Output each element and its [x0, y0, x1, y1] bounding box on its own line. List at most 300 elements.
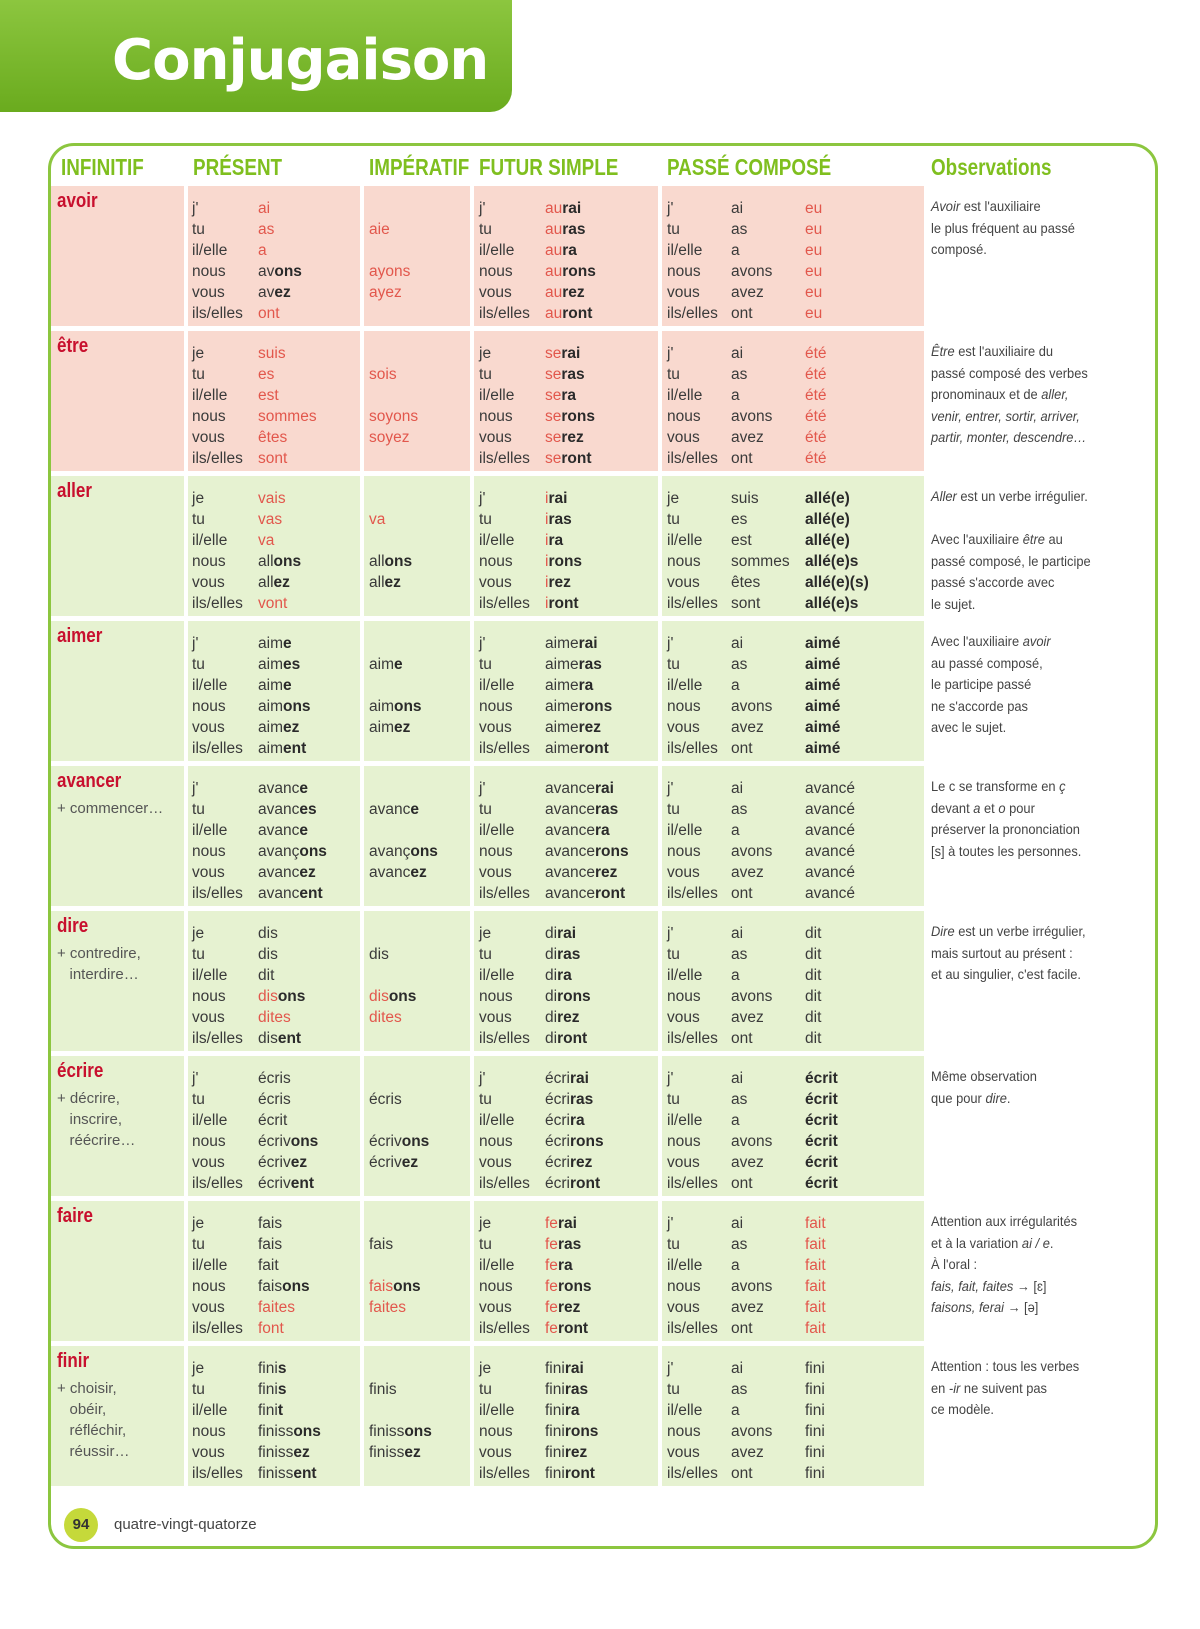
verb-form-part: écrit — [805, 1091, 838, 1108]
futur-form — [545, 530, 582, 551]
verb-form-part: ai — [258, 200, 271, 217]
verb-form-part: rai — [564, 1360, 584, 1377]
verb-form-part: e — [393, 656, 403, 673]
verb-form-part: avanc — [258, 885, 300, 902]
auxiliary: ont — [731, 1030, 753, 1047]
pronoun: j' — [667, 925, 674, 942]
pronoun: j' — [667, 1070, 674, 1087]
participle — [805, 1068, 838, 1089]
pronoun: j' — [667, 345, 674, 362]
pronoun: j' — [479, 780, 486, 797]
verb-form-part: aime — [545, 635, 579, 652]
pronoun: nous — [192, 698, 226, 715]
verb-form-part: été — [805, 366, 827, 383]
pronoun: je — [192, 1360, 205, 1377]
pronoun: il/elle — [192, 967, 228, 984]
participle — [805, 965, 821, 986]
present-forms — [258, 778, 327, 904]
pronoun: nous — [479, 553, 513, 570]
pronoun: il/elle — [192, 822, 228, 839]
infinitive: aimer — [57, 625, 103, 647]
pronoun: ils/elles — [667, 595, 718, 612]
verb-form-part: écriv — [258, 1175, 291, 1192]
pronoun: il/elle — [479, 1402, 515, 1419]
present-form — [258, 1028, 305, 1049]
present-form — [258, 944, 305, 965]
pronoun: vous — [192, 574, 225, 591]
verb-form-part: fe — [545, 1236, 558, 1253]
present-forms — [258, 198, 302, 324]
imperative-form — [369, 551, 412, 572]
imperative-forms — [369, 944, 416, 1028]
pronoun: nous — [192, 1278, 226, 1295]
imperative-form — [369, 1007, 416, 1028]
verb-form-part: rai — [548, 490, 568, 507]
futur-form — [545, 1007, 591, 1028]
observation-text: devant — [931, 799, 970, 816]
pronoun: il/elle — [667, 1257, 703, 1274]
imperative-form — [369, 944, 416, 965]
verb-form-part: all — [369, 553, 385, 570]
auxiliary: avons — [731, 1278, 773, 1295]
similar-verbs: + commencer… — [57, 800, 164, 817]
verb-form-part: se — [545, 366, 562, 383]
observation-text: et — [980, 799, 999, 816]
pronoun: ils/elles — [479, 1175, 530, 1192]
pronoun: tu — [667, 1381, 680, 1398]
pronoun: nous — [192, 263, 226, 280]
auxiliary: ont — [731, 450, 753, 467]
verb-form-part: dis — [258, 946, 278, 963]
verb-form-part: aim — [258, 698, 283, 715]
futur-pronouns — [479, 633, 530, 759]
passe-pronouns — [667, 633, 718, 759]
verb-form-part: ent — [290, 1175, 314, 1192]
verb-form-part: rai — [562, 200, 582, 217]
verb-form-part: di — [545, 946, 558, 963]
present-form — [258, 654, 311, 675]
pronoun: je — [192, 1215, 205, 1232]
pronoun: vous — [667, 719, 700, 736]
observation-text: Même observation que pour — [931, 1068, 1037, 1106]
verb-form-part: va — [369, 511, 386, 528]
pronoun: ils/elles — [192, 1175, 243, 1192]
verb-form-part: rai — [561, 345, 581, 362]
verb-row-6 — [51, 1056, 1155, 1196]
present-form — [258, 385, 317, 406]
present-form — [258, 303, 302, 324]
verb-form-part: avance — [545, 801, 595, 818]
observation-text: est un verbe irrégulier, mais surtout au présent : et au singulier, c'est facile. — [931, 923, 1086, 982]
present-form — [258, 986, 305, 1007]
verb-form-part: ras — [569, 1091, 594, 1108]
auxiliary: ont — [731, 740, 753, 757]
verb-row-0 — [51, 186, 1155, 326]
pronoun: vous — [479, 1299, 512, 1316]
passe-participles — [805, 633, 840, 759]
verb-form-part: fait — [805, 1257, 826, 1274]
verb-form-part: vas — [258, 511, 283, 528]
pronoun: nous — [667, 988, 701, 1005]
imperative-forms — [369, 1234, 421, 1318]
auxiliary: ont — [731, 1320, 753, 1337]
verb-form-part: dites — [369, 1009, 402, 1026]
chapter-tab — [0, 0, 512, 112]
present-form — [258, 820, 327, 841]
auxiliary: as — [731, 221, 748, 238]
futur-form — [545, 696, 612, 717]
auxiliary: a — [731, 677, 740, 694]
present-forms — [258, 343, 317, 469]
verb-form-part: rons — [569, 1133, 604, 1150]
verb-form-part: avance — [545, 864, 595, 881]
present-pronouns — [192, 1358, 243, 1484]
pronoun: tu — [479, 1091, 492, 1108]
present-pronouns — [192, 633, 243, 759]
pronoun: nous — [667, 1278, 701, 1295]
pronoun: j' — [667, 780, 674, 797]
futur-form — [545, 1028, 591, 1049]
futur-pronouns — [479, 343, 530, 469]
pronoun: je — [192, 490, 205, 507]
verb-form-part: ront — [569, 1175, 601, 1192]
observation — [931, 1356, 1133, 1421]
auxiliary: as — [731, 946, 748, 963]
verb-form-part: se — [545, 345, 562, 362]
present-form — [258, 593, 301, 614]
verb-form-part: ez — [410, 864, 427, 881]
verb-form-part: ra — [561, 387, 577, 404]
present-form — [258, 1318, 310, 1339]
verb-form-part: aim — [258, 677, 283, 694]
verb-form-part: ont — [258, 305, 280, 322]
imperative-form — [369, 1234, 421, 1255]
present-form — [258, 219, 302, 240]
auxiliary: avez — [731, 1009, 764, 1026]
verb-form-part: rez — [561, 429, 584, 446]
verb-form-part: avancé — [805, 864, 855, 881]
imperative-forms — [369, 364, 418, 448]
verb-form-part: aim — [258, 635, 283, 652]
imperative-form — [369, 364, 418, 385]
verb-form-part: avanc — [258, 801, 300, 818]
pronoun: j' — [192, 780, 199, 797]
present-form — [258, 198, 302, 219]
pronoun: nous — [479, 843, 513, 860]
verb-form-part: ront — [578, 740, 609, 757]
pronoun: nous — [479, 263, 513, 280]
pronoun: vous — [667, 429, 700, 446]
participle — [805, 717, 840, 738]
futur-forms — [545, 778, 629, 904]
present-form — [258, 1255, 310, 1276]
verb-form-part: rez — [557, 1009, 580, 1026]
imperative-form — [369, 1276, 421, 1297]
present-form — [258, 1421, 321, 1442]
verb-form-part: avance — [545, 780, 595, 797]
pronoun: je — [192, 925, 205, 942]
verb-form-part: écrit — [805, 1133, 838, 1150]
futur-form — [545, 675, 612, 696]
verb-form-part: ez — [393, 719, 411, 736]
auxiliary: avons — [731, 1423, 773, 1440]
verb-form-part: avanç — [369, 843, 411, 860]
pronoun: il/elle — [479, 822, 515, 839]
imperative-forms — [369, 654, 422, 738]
verb-form-part: été — [805, 429, 827, 446]
verb-form-part: rai — [594, 780, 614, 797]
present-forms — [258, 1358, 321, 1484]
verb-form-part: rons — [557, 1278, 592, 1295]
futur-form — [545, 509, 582, 530]
futur-form — [545, 406, 595, 427]
verb-form-part: allé(e)(s) — [805, 574, 869, 591]
page-number: 94 — [64, 1508, 98, 1542]
pronoun: il/elle — [192, 677, 228, 694]
pronoun: vous — [667, 1154, 700, 1171]
pronoun: tu — [192, 656, 205, 673]
verb-form-part: écri — [545, 1154, 570, 1171]
futur-form — [545, 1463, 598, 1484]
futur-form — [545, 261, 596, 282]
verb-form-part: au — [545, 284, 563, 301]
verb-form-part: av — [258, 263, 275, 280]
futur-forms — [545, 1068, 604, 1194]
pronoun: il/elle — [479, 1112, 515, 1129]
observation-text: être — [1022, 531, 1045, 547]
futur-form — [545, 198, 596, 219]
pronoun: nous — [192, 1133, 226, 1150]
verb-form-part: rons — [561, 408, 595, 425]
observation-text: est un verbe irrégulier. Avec l'auxiliaire — [931, 488, 1088, 547]
verb-form-part: i — [545, 532, 549, 549]
auxiliary: avons — [731, 408, 773, 425]
verb-form-part: fini — [805, 1465, 825, 1482]
verb-form-part: se — [545, 387, 562, 404]
participle — [805, 1400, 825, 1421]
participle — [805, 303, 822, 324]
verb-form-part: ons — [393, 1278, 421, 1295]
verb-form-part: ez — [404, 1444, 421, 1461]
header-observations: Observations — [931, 154, 1052, 180]
verb-form-part: finiss — [369, 1423, 405, 1440]
verb-form-part: di — [545, 1009, 558, 1026]
observation-text: faisons, ferai — [931, 1299, 1005, 1315]
verb-form-part: aie — [369, 221, 390, 238]
pronoun: vous — [479, 1154, 512, 1171]
verb-form-part: avanç — [258, 843, 300, 860]
observation — [931, 196, 1133, 261]
pronoun: nous — [667, 698, 701, 715]
pronoun: ils/elles — [479, 885, 530, 902]
pronoun: il/elle — [667, 242, 703, 259]
present-form — [258, 923, 305, 944]
futur-form — [545, 240, 596, 261]
participle — [805, 738, 840, 759]
verb-form-part: au — [545, 200, 563, 217]
pronoun: vous — [667, 864, 700, 881]
observation — [931, 776, 1133, 862]
pronoun: j' — [667, 200, 674, 217]
present-pronouns — [192, 1068, 243, 1194]
observation-text: pour préserver la prononciation [s] à toutes les personnes. — [931, 799, 1082, 859]
imperative-form — [369, 406, 418, 427]
verb-form-part: eu — [805, 221, 823, 238]
verb-form-part: sont — [258, 450, 288, 467]
verb-form-part: rez — [594, 864, 618, 881]
futur-form — [545, 1400, 598, 1421]
pronoun: nous — [192, 553, 226, 570]
pronoun: vous — [667, 1444, 700, 1461]
pronoun: j' — [667, 1360, 674, 1377]
participle — [805, 696, 840, 717]
observation-text: est l'auxiliaire le plus fréquent au passé composé. — [931, 198, 1075, 257]
futur-form — [545, 841, 629, 862]
imperative-form — [369, 1421, 432, 1442]
futur-form — [545, 717, 612, 738]
present-form — [258, 841, 327, 862]
pronoun: tu — [479, 1381, 492, 1398]
verb-form-part: au — [545, 305, 563, 322]
present-forms — [258, 1068, 318, 1194]
verb-form-part: finis — [369, 1381, 397, 1398]
verb-form-part: as — [258, 221, 275, 238]
verb-form-part: eu — [805, 284, 823, 301]
futur-form — [545, 448, 595, 469]
pronoun: vous — [192, 1444, 225, 1461]
verb-form-part: allé(e)s — [805, 595, 859, 612]
auxiliary: a — [731, 1402, 740, 1419]
verb-form-part: fe — [545, 1299, 558, 1316]
similar-verbs: + décrire, inscrire, réécrire… — [57, 1090, 136, 1149]
verb-form-part: ent — [293, 1465, 317, 1482]
participle — [805, 1276, 826, 1297]
participle — [805, 820, 855, 841]
pronoun: il/elle — [667, 967, 703, 984]
participle — [805, 1110, 838, 1131]
verb-form-part: s — [277, 1381, 287, 1398]
pronoun: tu — [192, 511, 205, 528]
pronoun: ils/elles — [667, 305, 718, 322]
verb-form-part: aim — [369, 719, 394, 736]
verb-row-2 — [51, 476, 1155, 616]
auxiliary: ont — [731, 885, 753, 902]
verb-form-part: e — [299, 780, 308, 797]
auxiliary: avez — [731, 1154, 764, 1171]
verb-form-part: ras — [564, 1381, 589, 1398]
present-form — [258, 1110, 318, 1131]
verb-form-part: fait — [805, 1236, 826, 1253]
verb-form-part: vont — [258, 595, 288, 612]
auxiliary: ont — [731, 305, 753, 322]
verb-form-part: aimé — [805, 719, 841, 736]
verb-form-part: ez — [273, 574, 290, 591]
auxiliary: as — [731, 1091, 748, 1108]
verb-form-part: di — [545, 1030, 558, 1047]
present-pronouns — [192, 923, 243, 1049]
participle — [805, 509, 869, 530]
present-form — [258, 406, 317, 427]
verb-form-part: rai — [569, 1070, 589, 1087]
pronoun: vous — [667, 1009, 700, 1026]
verb-form-part: fe — [545, 1215, 558, 1232]
verb-form-part: aim — [258, 740, 283, 757]
pronoun: il/elle — [667, 387, 703, 404]
verb-form-part: rez — [564, 1444, 588, 1461]
verb-form-part: ront — [557, 1320, 589, 1337]
verb-form-part: ras — [578, 656, 602, 673]
observation-text: ç — [1059, 778, 1066, 794]
verb-form-part: ras — [562, 221, 586, 238]
participle — [805, 364, 827, 385]
futur-form — [545, 219, 596, 240]
futur-pronouns — [479, 1068, 530, 1194]
auxiliary: sont — [731, 595, 761, 612]
pronoun: tu — [479, 366, 492, 383]
verb-form-part: écriv — [258, 1133, 291, 1150]
futur-form — [545, 883, 629, 904]
futur-form — [545, 986, 591, 1007]
verb-form-part: ons — [290, 1133, 319, 1150]
verb-form-part: rai — [557, 925, 577, 942]
auxiliary: avez — [731, 864, 764, 881]
verb-form-part: dit — [805, 967, 822, 984]
participle — [805, 530, 869, 551]
passe-participles — [805, 198, 822, 324]
verb-form-part: s — [277, 1360, 287, 1377]
imperative-form — [369, 572, 412, 593]
futur-form — [545, 385, 595, 406]
present-form — [258, 448, 317, 469]
present-form — [258, 965, 305, 986]
present-forms — [258, 488, 301, 614]
verb-form-part: écri — [545, 1112, 570, 1129]
participle — [805, 385, 827, 406]
verb-form-part: ront — [548, 595, 579, 612]
verb-form-part: été — [805, 408, 827, 425]
verb-form-part: ras — [594, 801, 619, 818]
passe-auxiliaries — [731, 343, 772, 469]
verb-form-part: dit — [258, 967, 275, 984]
pronoun: ils/elles — [479, 740, 530, 757]
verb-form-part: aime — [545, 656, 579, 673]
page-title: Conjugaison — [112, 28, 489, 93]
auxiliary: suis — [731, 490, 759, 507]
passe-auxiliaries — [731, 778, 772, 904]
verb-form-part: ront — [562, 305, 593, 322]
verb-form-part: eu — [805, 305, 823, 322]
verb-form-part: ons — [404, 1423, 432, 1440]
verb-form-part: fini — [545, 1402, 565, 1419]
verb-form-part: fe — [545, 1257, 558, 1274]
infinitive: faire — [57, 1205, 93, 1227]
verb-form-part: avanc — [369, 864, 411, 881]
futur-form — [545, 633, 612, 654]
verb-form-part: fini — [545, 1381, 565, 1398]
verb-form-part: es — [299, 801, 317, 818]
verb-form-part: dis — [258, 988, 278, 1005]
pronoun: vous — [192, 429, 225, 446]
participle — [805, 406, 827, 427]
pronoun: il/elle — [667, 1112, 703, 1129]
participle — [805, 1421, 825, 1442]
present-pronouns — [192, 778, 243, 904]
pronoun: nous — [479, 408, 513, 425]
pronoun: tu — [192, 1091, 205, 1108]
verb-form-part: ons — [410, 843, 438, 860]
passe-pronouns — [667, 488, 718, 614]
verb-form-part: es — [282, 656, 301, 673]
